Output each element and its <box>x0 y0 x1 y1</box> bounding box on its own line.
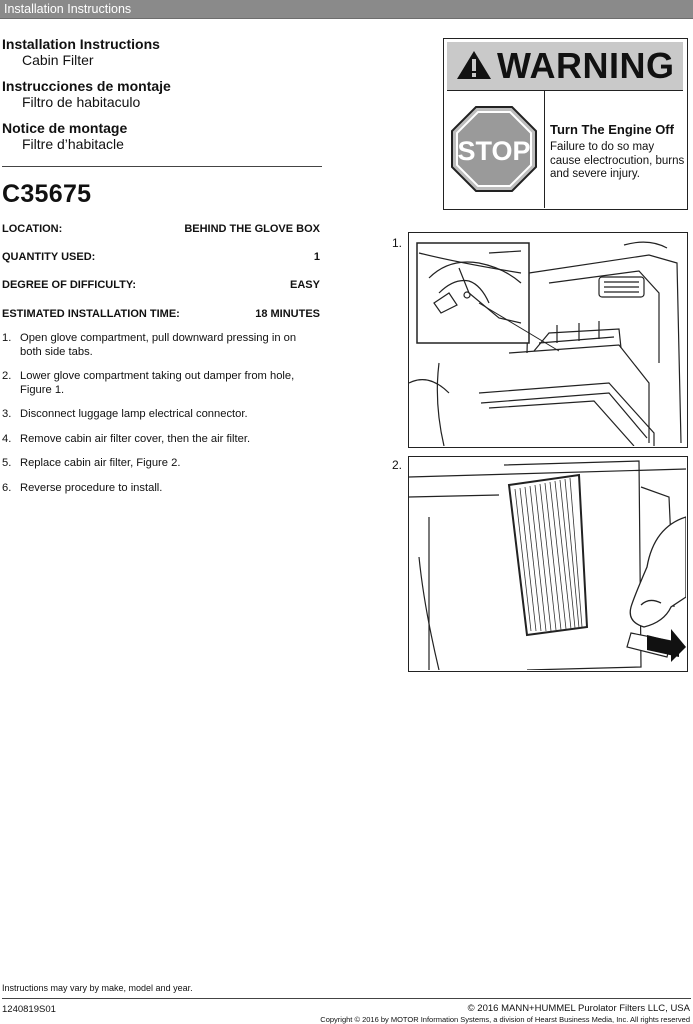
step-number: 2. <box>2 370 12 382</box>
list-item <box>2 433 320 447</box>
stop-sign-text: STOP <box>457 136 531 166</box>
footer-divider <box>2 998 691 999</box>
glove-box-illustration <box>409 233 686 446</box>
spec-value: 1 <box>313 251 320 263</box>
spec-location <box>2 223 320 235</box>
divider <box>2 166 322 167</box>
figure-2-filter <box>408 456 688 672</box>
step-number: 1. <box>2 332 12 344</box>
list-item <box>2 408 320 422</box>
step-text: Disconnect luggage lamp electrical connector. <box>20 408 248 420</box>
spec-label: QUANTITY USED: <box>2 251 96 263</box>
footer-note: Instructions may vary by make, model and year. <box>2 983 193 993</box>
title-english <box>2 36 332 68</box>
spec-difficulty <box>2 279 320 291</box>
spec-time <box>2 308 320 320</box>
title-main: Installation Instructions <box>2 36 160 52</box>
title-sub: Filtre d’habitacle <box>22 136 124 152</box>
warning-label <box>443 38 688 210</box>
warning-body: Failure to do so may cause electrocution, burns and severe injury. <box>550 141 685 180</box>
spec-label: ESTIMATED INSTALLATION TIME: <box>2 308 180 320</box>
figure-2-label: 2. <box>392 458 403 472</box>
spec-value: EASY <box>290 279 320 291</box>
step-number: 6. <box>2 481 12 494</box>
title-sub: Filtro de habitaculo <box>22 94 141 110</box>
copyright-line: © 2016 MANN+HUMMEL Purolator Filters LLC, USA <box>467 1003 690 1014</box>
stop-sign-icon <box>450 105 538 193</box>
step-number: 5. <box>2 457 12 469</box>
list-item <box>2 332 320 359</box>
spec-value: BEHIND THE GLOVE BOX <box>184 223 320 235</box>
list-item <box>2 457 320 471</box>
list-item <box>2 370 320 397</box>
step-text: Open glove compartment, pull downward pressing in on both side tabs. <box>20 332 297 358</box>
step-text: Replace cabin air filter, Figure 2. <box>20 457 181 469</box>
warning-title: Turn The Engine Off <box>550 122 674 137</box>
step-text: Remove cabin air filter cover, then the air filter. <box>20 432 251 445</box>
figure-1-glove-box <box>408 232 688 448</box>
title-french <box>2 120 332 152</box>
spec-quantity <box>2 251 320 263</box>
part-number: C35675 <box>2 180 92 208</box>
document-code: 1240819S01 <box>2 1004 56 1015</box>
steps-list <box>2 332 320 506</box>
figure-1-label: 1. <box>392 236 403 250</box>
title-main: Instrucciones de montaje <box>2 78 171 94</box>
title-block <box>2 36 332 162</box>
warning-divider <box>544 90 545 208</box>
title-sub: Cabin Filter <box>22 52 94 68</box>
spec-value: 18 MINUTES <box>255 308 320 320</box>
header-bar: Installation Instructions <box>0 0 693 19</box>
step-text: Lower glove compartment taking out damper from hole, Figure 1. <box>20 370 295 396</box>
copyright-line-2: Copyright © 2016 by MOTOR Information Systems, a division of Hearst Business Media, Inc. All rights reserved <box>320 1015 690 1024</box>
warning-headline: WARNING <box>497 45 675 86</box>
step-number: 4. <box>2 432 12 445</box>
title-spanish <box>2 78 332 110</box>
spec-label: LOCATION: <box>2 223 63 235</box>
warning-header <box>447 42 683 91</box>
step-text: Reverse procedure to install. <box>20 481 163 494</box>
warning-triangle-icon <box>456 50 492 80</box>
step-number: 3. <box>2 408 12 420</box>
spec-label: DEGREE OF DIFFICULTY: <box>2 279 137 291</box>
title-main: Notice de montage <box>2 120 128 136</box>
filter-illustration <box>409 457 686 670</box>
list-item <box>2 482 320 496</box>
